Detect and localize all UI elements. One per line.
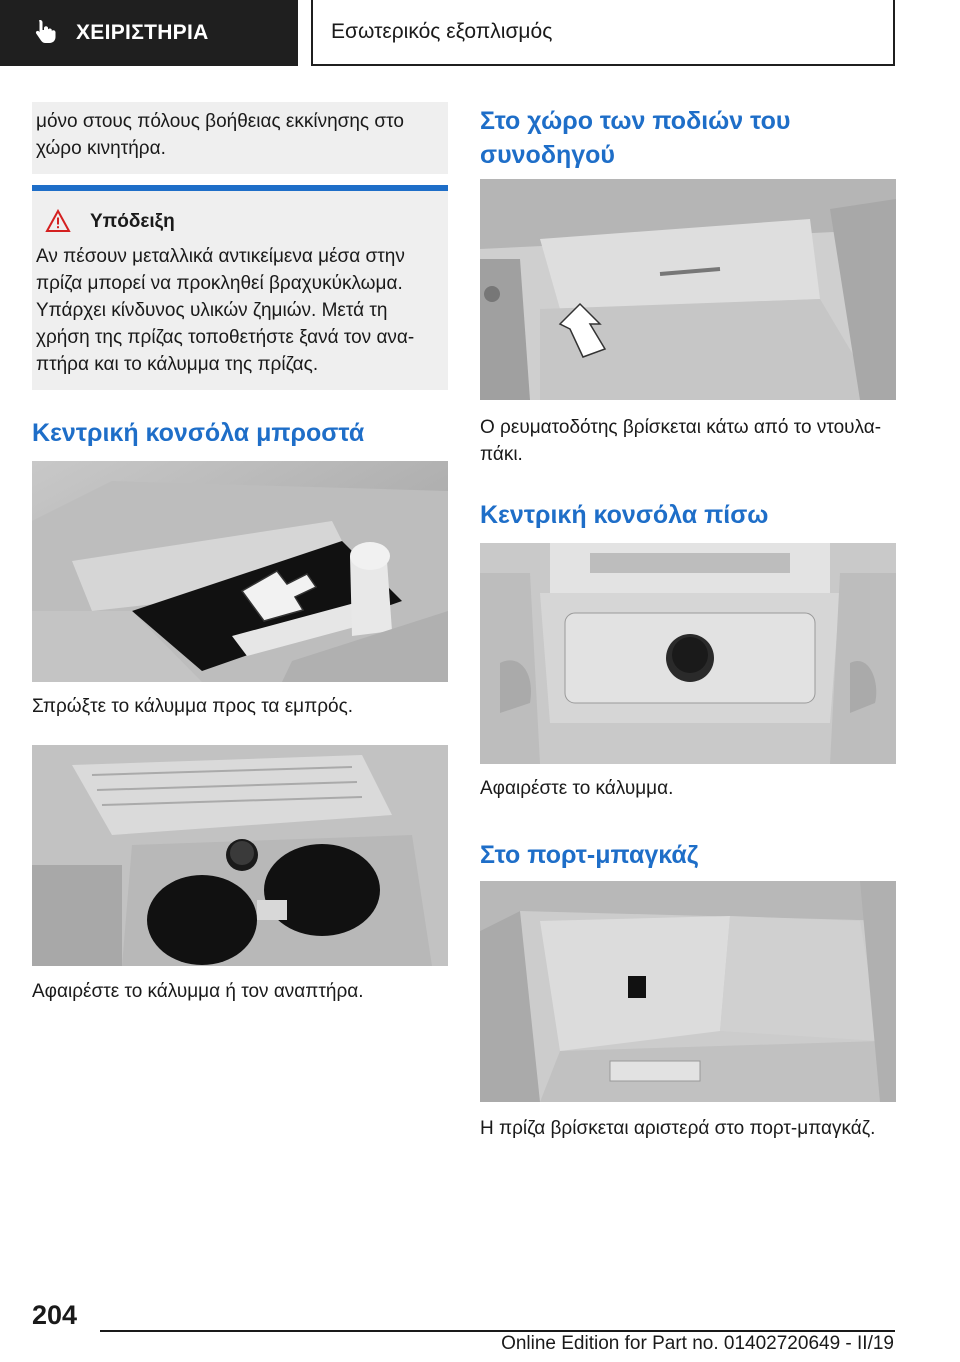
page-number: 204 <box>32 1300 78 1330</box>
intro-text: μόνο στους πόλους βοήθειας εκκίνησης στο χώρο κινητήρα. <box>36 111 404 159</box>
note-title: Υπόδειξη <box>90 211 175 232</box>
edition-text: Online Edition for Part no. 01402720649 - II/19 <box>501 1333 894 1354</box>
heading-front-console: Κεντρική κονσόλα μπροστά <box>32 419 365 447</box>
note-box <box>32 191 448 390</box>
chapter-label: ΧΕΙΡΙΣΤΗΡΙΑ <box>76 21 209 44</box>
note-text: Αν πέσουν μεταλλικά αντικείμενα μέσα στην πρίζα μπορεί να προκληθεί βραχυκύκλωμα. Υπάρχει κίνδυνος υλικών ζημιών. Μετά τη χρήση της πρίζας τοποθετήστε ξανά τον ανα-πτήρα και το κάλυμμα της πρίζας. <box>36 246 415 375</box>
caption-remove-cover: Αφαιρέστε το κάλυμμα ή τον αναπτήρα. <box>32 981 364 1002</box>
caption-push-cover: Σπρώξτε το κάλυμμα προς τα εμπρός. <box>32 696 354 717</box>
front-console-socket-image <box>32 745 448 966</box>
heading-trunk: Στο πορτ-μπαγκάζ <box>480 841 699 869</box>
rear-console-image <box>480 543 896 764</box>
section-title-box <box>311 0 895 66</box>
section-title: Εσωτερικός εξοπλισμός <box>331 20 553 43</box>
heading-rear-console: Κεντρική κονσόλα πίσω <box>480 501 769 529</box>
hand-pointer-icon <box>34 18 58 49</box>
caption-glovebox: Ο ρευματοδότης βρίσκεται κάτω από το ντουλα-πάκι. <box>480 417 882 465</box>
intro-box <box>32 102 448 174</box>
caption-rear-cover: Αφαιρέστε το κάλυμμα. <box>480 778 674 799</box>
front-console-cover-image <box>32 461 448 682</box>
trunk-image <box>480 881 896 1102</box>
heading-passenger-footwell: Στο χώρο των ποδιών του συνοδηγού <box>480 107 791 169</box>
chapter-tab[interactable] <box>0 0 298 66</box>
footer-divider <box>100 1330 895 1332</box>
passenger-footwell-image <box>480 179 896 400</box>
caption-trunk: Η πρίζα βρίσκεται αριστερά στο πορτ-μπαγκάζ. <box>480 1118 876 1139</box>
warning-triangle-icon <box>45 209 71 238</box>
